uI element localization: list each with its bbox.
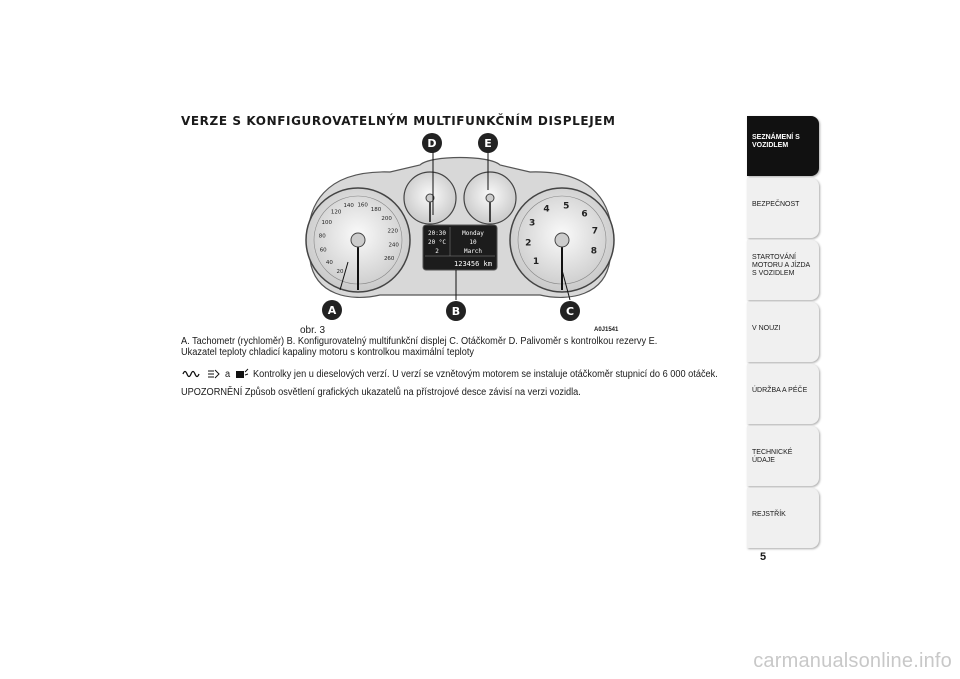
page-number: 5	[760, 551, 767, 563]
svg-text:C: C	[565, 305, 575, 318]
water-in-fuel-icon	[207, 368, 221, 380]
gauge-tick-label: 2	[525, 238, 532, 249]
gauge-tick-label: 140	[343, 203, 354, 210]
gauge-tick-label: 6	[581, 209, 588, 220]
figure-code: A0J1541	[594, 327, 619, 333]
tachometer-gauge	[510, 188, 614, 292]
tab-udrzba[interactable]: ÚDRŽBA A PÉČE	[747, 364, 819, 424]
gauge-tick-label: 5	[563, 201, 570, 212]
svg-text:D: D	[427, 137, 437, 150]
display-time: 20:30	[427, 230, 447, 237]
gauge-tick-label: 100	[321, 220, 333, 226]
note-text: Kontrolky jen u dieselových verzí. U verzí se vznětovým motorem se instaluje otáčkoměr stupnicí do 6 000 otáček.	[252, 368, 718, 380]
note-connector: a	[225, 368, 231, 380]
figure-label: obr. 3	[300, 325, 326, 336]
display-day: Monday	[462, 230, 484, 237]
gauge-tick-label: 3	[528, 218, 536, 229]
coolant-temperature-gauge	[464, 172, 516, 224]
callout-b	[446, 301, 466, 321]
figure-caption: A. Tachometr (rychloměr) B. Konfigurovatelný multifunkční displej C. Otáčkoměr D. Palivoměr s kontrolkou rezervy E. Ukazatel teploty chladicí kapaliny motoru s kontrolkou maximální teploty	[181, 336, 658, 358]
gauge-tick-label: 120	[330, 209, 342, 216]
tab-rejstrik[interactable]: REJSTŘÍK	[747, 488, 819, 548]
diesel-note	[181, 368, 758, 380]
gauge-tick-label: 60	[319, 247, 327, 254]
tab-bezpecnost[interactable]: BEZPEČNOST	[747, 178, 819, 238]
gauge-tick-label: 160	[357, 202, 368, 209]
gauge-tick-label: 4	[543, 204, 550, 215]
callout-e	[478, 133, 498, 153]
gauge-tick-label: 1	[532, 256, 540, 267]
gauge-tick-label: 260	[383, 256, 395, 262]
glow-plug-icon	[181, 368, 203, 380]
gauge-tick-label: 80	[318, 233, 326, 240]
gauge-tick-label: 240	[388, 242, 399, 249]
watermark: carmanualsonline.info	[753, 650, 952, 672]
tab-v-nouzi[interactable]: V NOUZI	[747, 302, 819, 362]
display-odometer: 123456 km	[454, 260, 492, 268]
svg-text:A: A	[327, 304, 337, 317]
svg-text:B: B	[451, 305, 461, 318]
gauge-tick-label: 20	[336, 269, 344, 276]
gauge-tick-label: 200	[381, 216, 392, 223]
svg-text:E: E	[484, 137, 492, 150]
warning-text: UPOZORNĚNÍ Způsob osvětlení grafických ukazatelů na přístrojové desce závisí na verzi vozidla.	[181, 387, 581, 398]
callout-d	[422, 133, 442, 153]
multifunction-display	[423, 225, 497, 270]
gauge-tick-label: 180	[370, 206, 382, 213]
tab-seznameni[interactable]: SEZNÁMENÍ S VOZIDLEM	[747, 116, 819, 176]
instrument-cluster-figure	[300, 130, 620, 325]
gauge-tick-label: 7	[591, 226, 599, 237]
tab-startovani[interactable]: STARTOVÁNÍ MOTORU A JÍZDA S VOZIDLEM	[747, 240, 819, 300]
gauge-tick-label: 220	[387, 228, 399, 235]
display-month: March	[463, 248, 483, 255]
section-heading: VERZE S KONFIGUROVATELNÝM MULTIFUNKČNÍM DISPLEJEM	[181, 114, 616, 128]
gauge-tick-label: 40	[325, 259, 333, 266]
tab-technicke-udaje[interactable]: TECHNICKÉ ÚDAJE	[747, 426, 819, 486]
display-gear: 2	[435, 248, 439, 255]
fuel-gauge	[404, 172, 456, 224]
gauge-tick-label: 8	[590, 246, 598, 257]
speedometer-gauge	[306, 188, 410, 292]
display-date: 10	[469, 239, 477, 246]
display-temp: 20 °C	[427, 239, 447, 246]
callout-a	[322, 300, 342, 320]
callout-c	[560, 301, 580, 321]
dpf-icon	[235, 368, 249, 380]
